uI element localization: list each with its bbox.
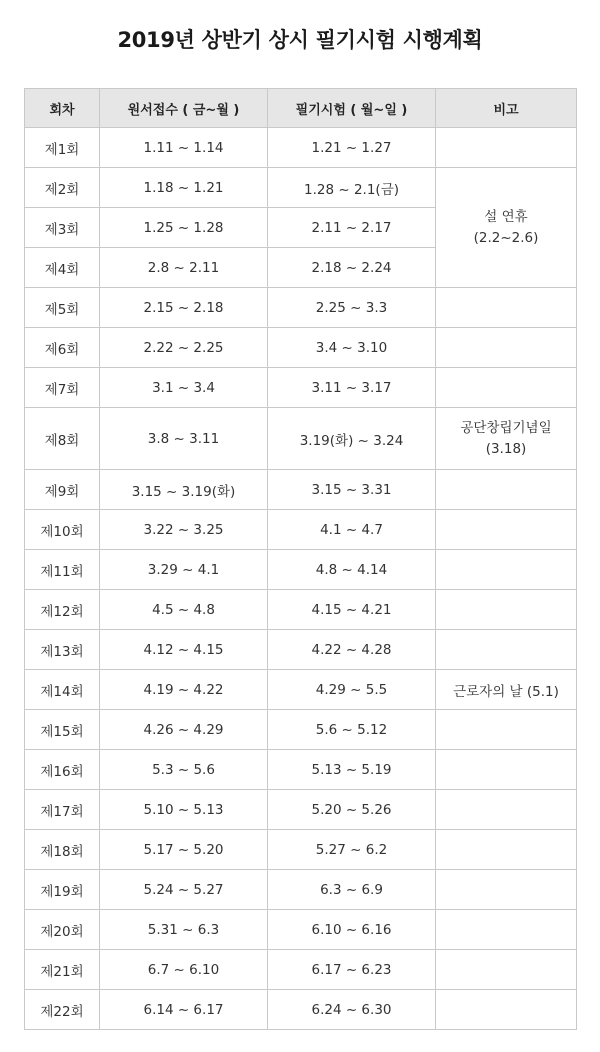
apply-cell: 5.31 ~ 6.3 [100,910,268,950]
remark-cell-foundation-day [436,408,577,470]
table-row [25,328,577,368]
remark-cell [436,328,577,368]
table-row [25,368,577,408]
remark-cell [436,128,577,168]
apply-cell: 2.8 ~ 2.11 [100,248,268,288]
remark-cell [436,550,577,590]
round-cell: 제12회 [25,590,100,630]
apply-cell: 5.17 ~ 5.20 [100,830,268,870]
apply-cell: 5.24 ~ 5.27 [100,870,268,910]
remark-line: (2.2~2.6) [473,229,539,246]
round-cell: 제1회 [25,128,100,168]
table-row [25,128,577,168]
round-cell: 제13회 [25,630,100,670]
round-cell: 제11회 [25,550,100,590]
round-cell: 제2회 [25,168,100,208]
round-cell: 제5회 [25,288,100,328]
remark-cell [436,288,577,328]
table-row [25,750,577,790]
apply-cell: 3.22 ~ 3.25 [100,510,268,550]
exam-cell: 5.27 ~ 6.2 [268,830,436,870]
header-remarks: 비고 [436,89,577,128]
round-cell: 제10회 [25,510,100,550]
round-cell: 제3회 [25,208,100,248]
remark-cell [436,470,577,510]
remark-cell [436,790,577,830]
round-cell: 제9회 [25,470,100,510]
exam-cell: 4.29 ~ 5.5 [268,670,436,710]
remark-cell [436,950,577,990]
table-row [25,710,577,750]
round-cell: 제7회 [25,368,100,408]
round-cell: 제15회 [25,710,100,750]
exam-cell: 6.10 ~ 6.16 [268,910,436,950]
table-row [25,790,577,830]
round-cell: 제14회 [25,670,100,710]
table-row [25,670,577,710]
apply-cell: 6.14 ~ 6.17 [100,990,268,1030]
exam-cell: 6.17 ~ 6.23 [268,950,436,990]
apply-cell: 5.3 ~ 5.6 [100,750,268,790]
remark-line: 설 연휴 [484,208,528,225]
exam-cell: 4.8 ~ 4.14 [268,550,436,590]
exam-cell: 4.22 ~ 4.28 [268,630,436,670]
remark-cell-lunar-new-year [436,168,577,288]
table-row [25,910,577,950]
exam-cell: 2.11 ~ 2.17 [268,208,436,248]
exam-cell: 3.11 ~ 3.17 [268,368,436,408]
remark-cell [436,590,577,630]
apply-cell: 4.19 ~ 4.22 [100,670,268,710]
header-exam: 필기시험 ( 월~일 ) [268,89,436,128]
table-row [25,288,577,328]
apply-cell: 1.25 ~ 1.28 [100,208,268,248]
apply-cell: 1.18 ~ 1.21 [100,168,268,208]
apply-cell: 3.15 ~ 3.19(화) [100,470,268,510]
remark-cell [436,510,577,550]
page-title: 2019년 상반기 상시 필기시험 시행계획 [117,28,483,52]
table-row [25,408,577,470]
remark-cell [436,368,577,408]
remark-cell [436,990,577,1030]
round-cell: 제20회 [25,910,100,950]
remark-cell [436,830,577,870]
remark-cell [436,630,577,670]
round-cell: 제6회 [25,328,100,368]
remark-cell [436,710,577,750]
table-row [25,168,577,208]
header-application: 원서접수 ( 금~월 ) [100,89,268,128]
header-round: 회차 [25,89,100,128]
table-row [25,630,577,670]
apply-cell: 1.11 ~ 1.14 [100,128,268,168]
exam-cell: 1.21 ~ 1.27 [268,128,436,168]
round-cell: 제17회 [25,790,100,830]
round-cell: 제18회 [25,830,100,870]
exam-cell: 5.20 ~ 5.26 [268,790,436,830]
apply-cell: 4.26 ~ 4.29 [100,710,268,750]
apply-cell: 4.12 ~ 4.15 [100,630,268,670]
exam-cell: 2.25 ~ 3.3 [268,288,436,328]
remark-cell-labor-day: 근로자의 날 (5.1) [436,670,577,710]
apply-cell: 3.1 ~ 3.4 [100,368,268,408]
apply-cell: 2.22 ~ 2.25 [100,328,268,368]
remark-line: (3.18) [485,440,527,457]
apply-cell: 2.15 ~ 2.18 [100,288,268,328]
round-cell: 제22회 [25,990,100,1030]
remark-cell [436,870,577,910]
round-cell: 제16회 [25,750,100,790]
exam-cell: 4.1 ~ 4.7 [268,510,436,550]
apply-cell: 3.29 ~ 4.1 [100,550,268,590]
table-row [25,550,577,590]
table-row [25,470,577,510]
exam-cell: 4.15 ~ 4.21 [268,590,436,630]
exam-cell: 3.19(화) ~ 3.24 [268,408,436,470]
exam-cell: 2.18 ~ 2.24 [268,248,436,288]
table-row [25,990,577,1030]
header-row [25,89,577,128]
table-row [25,950,577,990]
exam-cell: 6.3 ~ 6.9 [268,870,436,910]
exam-schedule-table [24,88,577,1030]
exam-cell: 3.4 ~ 3.10 [268,328,436,368]
round-cell: 제19회 [25,870,100,910]
exam-cell: 3.15 ~ 3.31 [268,470,436,510]
remark-line: 공단창립기념일 [460,419,552,436]
table-row [25,830,577,870]
apply-cell: 5.10 ~ 5.13 [100,790,268,830]
exam-cell: 1.28 ~ 2.1(금) [268,168,436,208]
exam-cell: 5.13 ~ 5.19 [268,750,436,790]
table-row [25,510,577,550]
apply-cell: 6.7 ~ 6.10 [100,950,268,990]
exam-cell: 6.24 ~ 6.30 [268,990,436,1030]
round-cell: 제4회 [25,248,100,288]
apply-cell: 4.5 ~ 4.8 [100,590,268,630]
round-cell: 제21회 [25,950,100,990]
remark-cell [436,910,577,950]
apply-cell: 3.8 ~ 3.11 [100,408,268,470]
round-cell: 제8회 [25,408,100,470]
exam-cell: 5.6 ~ 5.12 [268,710,436,750]
table-row [25,590,577,630]
remark-cell [436,750,577,790]
table-row [25,870,577,910]
